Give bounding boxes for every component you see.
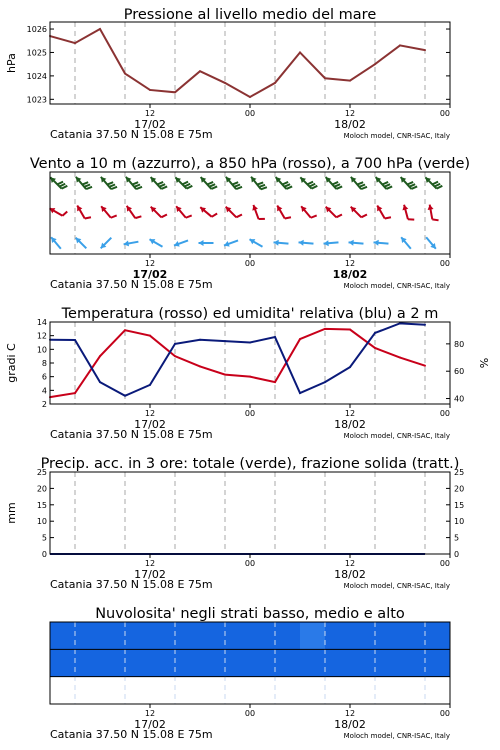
y-tick-label: 6 xyxy=(41,372,47,382)
pressure-line-point xyxy=(224,82,226,84)
y-tick-label: 0 xyxy=(41,550,47,559)
humidity-line-point xyxy=(399,322,401,324)
pressure-line-point xyxy=(99,28,101,30)
temperature-line-point xyxy=(99,355,101,357)
y-tick-label: 15 xyxy=(36,500,47,510)
location-label: Catania 37.50 N 15.08 E 75m xyxy=(50,578,213,591)
location-label: Catania 37.50 N 15.08 E 75m xyxy=(50,278,213,291)
barb-feather xyxy=(311,215,317,217)
barb-feather xyxy=(284,184,290,187)
wind-barb xyxy=(377,206,391,219)
barb-feather xyxy=(86,187,92,189)
credit-label: Moloch model, CNR-ISAC, Italy xyxy=(343,282,450,290)
barb-feather xyxy=(62,186,68,189)
wind-barb xyxy=(151,207,167,218)
pressure-line-point xyxy=(274,82,276,84)
x-tick-label: 12 xyxy=(144,559,156,568)
wind-barb xyxy=(401,237,411,248)
wind-barb xyxy=(76,238,87,249)
wind-barb xyxy=(226,177,242,189)
barb-feather xyxy=(361,214,367,217)
cloud-patch xyxy=(300,623,325,649)
location-label: Catania 37.50 N 15.08 E 75m xyxy=(50,728,213,741)
barb-feather xyxy=(307,182,313,185)
barb-feather xyxy=(132,182,138,184)
barb-feather xyxy=(336,214,342,217)
y-axis-label: gradi C xyxy=(5,343,18,383)
wind-barb xyxy=(226,207,242,218)
x-tick-label: 12 xyxy=(344,559,356,568)
y-tick-label: 10 xyxy=(36,345,47,355)
y-tick-label: 14 xyxy=(36,318,47,327)
barb-head xyxy=(199,240,204,246)
cloud-band xyxy=(50,649,450,676)
y-tick-label: 8 xyxy=(41,359,47,368)
barb-head xyxy=(324,240,329,246)
wind-barb xyxy=(351,207,367,218)
y-tick-label-right: 20 xyxy=(454,484,465,494)
x-tick-label: 00 xyxy=(244,559,256,568)
barb-feather xyxy=(182,182,188,185)
humidity-line-point xyxy=(249,342,251,344)
wind-barb xyxy=(426,237,436,248)
plot-border xyxy=(50,22,450,104)
date-label: 18/02 xyxy=(334,718,366,731)
barb-head xyxy=(299,240,304,246)
wind-barb xyxy=(174,240,188,246)
barb-feather xyxy=(334,184,340,187)
wind-barb xyxy=(175,177,192,188)
humidity-line-point xyxy=(149,384,151,386)
barb-feather xyxy=(136,187,142,189)
wind-barb xyxy=(50,208,68,216)
barb-feather xyxy=(384,184,390,187)
y-tick-label: 10 xyxy=(36,517,47,527)
wind-barb xyxy=(351,177,367,189)
credit-label: Moloch model, CNR-ISAC, Italy xyxy=(343,582,450,590)
barb-feather xyxy=(232,182,238,184)
wind-barb xyxy=(224,240,238,246)
humidity-line-point xyxy=(174,343,176,345)
cloud-band xyxy=(50,622,450,649)
wind-barb xyxy=(176,206,192,217)
temperature-line-point xyxy=(349,329,351,331)
barb-feather xyxy=(359,185,365,187)
temperature-line-point xyxy=(249,376,251,378)
date-label: 17/02 xyxy=(134,718,166,731)
humidity-line-point xyxy=(324,381,326,383)
barb-feather xyxy=(209,184,215,187)
wind-barb xyxy=(101,206,117,217)
y-tick-label: 20 xyxy=(36,484,47,494)
barb-feather xyxy=(435,184,441,187)
barb-feather xyxy=(161,214,167,217)
humidity-line-point xyxy=(99,381,101,383)
barb-feather xyxy=(107,182,113,184)
wind-barb xyxy=(324,240,339,246)
temperature-line-point xyxy=(399,357,401,359)
x-tick-label: 12 xyxy=(144,259,156,268)
y-tick-label: 1025 xyxy=(26,48,47,58)
barb-feather xyxy=(85,217,91,218)
barb-feather xyxy=(411,186,417,189)
x-tick-label: 12 xyxy=(344,259,356,268)
barb-feather xyxy=(336,186,342,189)
location-label: Catania 37.50 N 15.08 E 75m xyxy=(50,128,213,141)
credit-label: Moloch model, CNR-ISAC, Italy xyxy=(343,432,450,440)
panel-title: Pressione al livello medio del mare xyxy=(123,7,377,23)
barb-feather xyxy=(259,185,265,187)
date-label: 18/02 xyxy=(334,118,366,131)
barb-feather xyxy=(285,217,291,218)
wind-barb xyxy=(401,177,418,189)
panel-3 xyxy=(5,306,491,441)
barb-feather xyxy=(185,184,191,187)
barb-feather xyxy=(257,182,263,184)
y-tick-label-right: 10 xyxy=(454,517,465,527)
y-tick-label: 1026 xyxy=(26,25,47,35)
barb-feather xyxy=(109,185,115,187)
wind-barb xyxy=(299,240,314,246)
barb-feather xyxy=(432,182,438,185)
wind-barb xyxy=(200,207,217,217)
pressure-line-point xyxy=(199,70,201,72)
barb-feather xyxy=(207,182,213,185)
wind-barb xyxy=(150,239,163,247)
pressure-line-point xyxy=(324,77,326,79)
wind-barb xyxy=(126,177,142,189)
wind-barb xyxy=(101,238,112,249)
x-tick-label: 12 xyxy=(144,409,156,418)
panel-title: Temperatura (rosso) ed umidita' relativa (blu) a 2 m xyxy=(61,306,439,322)
date-label: 18/02 xyxy=(334,568,366,581)
wind-barb xyxy=(51,237,61,248)
temperature-line-point xyxy=(299,338,301,340)
barb-head xyxy=(349,240,354,246)
x-tick-label: 00 xyxy=(439,259,450,268)
panel-5 xyxy=(50,606,450,741)
barb-feather xyxy=(386,186,392,189)
pressure-line xyxy=(50,29,425,97)
credit-label: Moloch model, CNR-ISAC, Italy xyxy=(343,732,450,740)
date-label: 17/02 xyxy=(134,118,166,131)
barb-feather xyxy=(161,186,167,189)
y-tick-label: 1024 xyxy=(26,71,47,81)
x-tick-label: 00 xyxy=(244,109,256,118)
x-tick-label: 00 xyxy=(439,559,450,568)
barb-feather xyxy=(111,187,117,189)
panel-title: Vento a 10 m (azzurro), a 850 hPa (rosso), a 700 hPa (verde) xyxy=(29,156,471,172)
temperature-line-point xyxy=(199,365,201,367)
barb-feather xyxy=(261,187,267,189)
wind-barb xyxy=(76,177,92,189)
location-label: Catania 37.50 N 15.08 E 75m xyxy=(50,428,213,441)
barb-feather xyxy=(407,182,413,185)
temperature-line-point xyxy=(424,365,426,367)
y-tick-label-right: 40 xyxy=(454,394,465,404)
panel-4 xyxy=(5,456,464,591)
humidity-line-point xyxy=(124,395,126,397)
barb-feather xyxy=(111,215,117,217)
barb-feather xyxy=(187,186,193,189)
wind-barb xyxy=(201,177,218,189)
pressure-line-point xyxy=(349,80,351,82)
wind-barb xyxy=(252,205,265,219)
pressure-line-point xyxy=(424,49,426,51)
wind-barb xyxy=(277,206,291,219)
humidity-line-point xyxy=(274,336,276,338)
temperature-line-point xyxy=(224,374,226,376)
wind-barb xyxy=(274,240,289,246)
y-tick-label-right: 5 xyxy=(454,533,460,543)
y-tick-label-right: 25 xyxy=(454,468,465,477)
x-tick-label: 00 xyxy=(439,409,450,418)
wind-barb xyxy=(326,177,343,189)
x-tick-label: 12 xyxy=(344,109,356,118)
y-axis-label: hPa xyxy=(5,53,18,73)
barb-feather xyxy=(282,182,288,185)
x-tick-label: 12 xyxy=(144,709,156,718)
x-tick-label: 12 xyxy=(144,109,156,118)
panel-title: Precip. acc. in 3 ore: totale (verde), frazione solida (tratt.) xyxy=(40,456,460,472)
x-tick-label: 00 xyxy=(244,409,256,418)
barb-feather xyxy=(332,182,338,185)
wind-barb xyxy=(300,177,317,188)
wind-barb xyxy=(151,177,168,189)
date-label: 18/02 xyxy=(332,268,368,281)
panel-2 xyxy=(30,156,470,291)
humidity-line-point xyxy=(299,392,301,394)
barb-feather xyxy=(234,185,240,187)
panel-1 xyxy=(5,7,450,141)
y-axis-label-right: % xyxy=(478,357,491,369)
barb-feather xyxy=(357,182,363,184)
y-tick-label-right: 60 xyxy=(454,367,465,377)
y-tick-label-right: 0 xyxy=(454,550,460,559)
wind-barb xyxy=(124,240,139,246)
barb-feather xyxy=(286,186,292,189)
barb-feather xyxy=(385,217,391,218)
y-tick-label: 1023 xyxy=(26,95,47,105)
wind-barb xyxy=(250,239,263,247)
date-label: 18/02 xyxy=(334,418,366,431)
wind-barb xyxy=(101,177,117,189)
pressure-line-point xyxy=(399,44,401,46)
y-axis-label: mm xyxy=(5,502,18,524)
x-tick-label: 00 xyxy=(244,709,256,718)
pressure-line-point xyxy=(124,73,126,75)
wind-barb xyxy=(50,177,67,188)
barb-feather xyxy=(409,184,415,187)
barb-head xyxy=(374,240,379,246)
barb-feather xyxy=(212,214,217,217)
humidity-line-point xyxy=(424,324,426,326)
wind-barb xyxy=(376,177,393,189)
temperature-line-point xyxy=(274,381,276,383)
barb-feather xyxy=(84,185,90,187)
date-label: 17/02 xyxy=(134,568,166,581)
humidity-line-point xyxy=(374,332,376,334)
barb-feather xyxy=(186,215,192,217)
barb-feather xyxy=(312,186,318,189)
pressure-line-point xyxy=(74,42,76,44)
y-tick-label: 5 xyxy=(41,533,47,543)
cloud-band xyxy=(50,677,450,704)
temperature-line-point xyxy=(74,392,76,394)
barb-feather xyxy=(135,216,141,218)
barb-feather xyxy=(159,184,165,187)
wind-barb xyxy=(77,206,91,219)
wind-barb xyxy=(301,206,317,217)
barb-feather xyxy=(361,187,367,189)
panel-title: Nuvolosita' negli strati basso, medio e alto xyxy=(95,606,405,622)
y-tick-label: 4 xyxy=(41,386,47,396)
barb-feather xyxy=(60,184,66,187)
wind-barb xyxy=(374,240,389,246)
y-tick-label: 25 xyxy=(36,468,47,477)
temperature-line-point xyxy=(124,329,126,331)
wind-barb xyxy=(251,177,267,190)
pressure-line-point xyxy=(174,91,176,93)
barb-feather xyxy=(62,212,67,216)
barb-feather xyxy=(82,182,88,184)
pressure-line-point xyxy=(149,89,151,91)
barb-feather xyxy=(437,186,443,189)
wind-barb xyxy=(402,205,414,220)
wind-barb xyxy=(326,207,342,218)
pressure-line-point xyxy=(374,63,376,65)
barb-head xyxy=(274,240,279,246)
y-tick-label: 12 xyxy=(36,331,47,341)
x-tick-label: 00 xyxy=(244,259,256,268)
temperature-line-point xyxy=(374,347,376,349)
pressure-line-point xyxy=(249,96,251,98)
humidity-line-point xyxy=(199,339,201,341)
temperature-line-point xyxy=(324,328,326,330)
date-label: 17/02 xyxy=(132,268,168,281)
barb-feather xyxy=(157,182,163,185)
barb-feather xyxy=(310,184,316,187)
plot-border xyxy=(50,322,450,404)
barb-feather xyxy=(57,182,63,185)
x-tick-label: 00 xyxy=(439,109,450,118)
humidity-line xyxy=(50,323,425,395)
temperature-line xyxy=(50,329,425,397)
wind-barb xyxy=(127,206,142,218)
barb-feather xyxy=(211,186,217,189)
x-tick-label: 12 xyxy=(344,409,356,418)
x-tick-label: 12 xyxy=(344,709,356,718)
temperature-line-point xyxy=(174,355,176,357)
x-tick-label: 00 xyxy=(439,709,450,718)
wind-barb xyxy=(349,240,364,246)
barb-feather xyxy=(236,214,242,217)
date-label: 17/02 xyxy=(134,418,166,431)
barb-feather xyxy=(432,219,438,220)
humidity-line-point xyxy=(74,339,76,341)
y-tick-label-right: 15 xyxy=(454,500,465,510)
wind-barb xyxy=(428,205,439,221)
humidity-line-point xyxy=(349,366,351,368)
wind-barb xyxy=(199,240,214,246)
credit-label: Moloch model, CNR-ISAC, Italy xyxy=(343,132,450,140)
plot-border xyxy=(50,472,450,554)
pressure-line-point xyxy=(299,51,301,53)
barb-feather xyxy=(134,185,140,187)
humidity-line-point xyxy=(224,340,226,342)
barb-feather xyxy=(382,182,388,185)
wind-barb xyxy=(276,177,293,189)
y-tick-label-right: 80 xyxy=(454,339,465,349)
wind-barb xyxy=(425,177,442,188)
barb-feather xyxy=(236,187,242,189)
y-tick-label: 2 xyxy=(41,400,47,409)
temperature-line-point xyxy=(149,335,151,337)
